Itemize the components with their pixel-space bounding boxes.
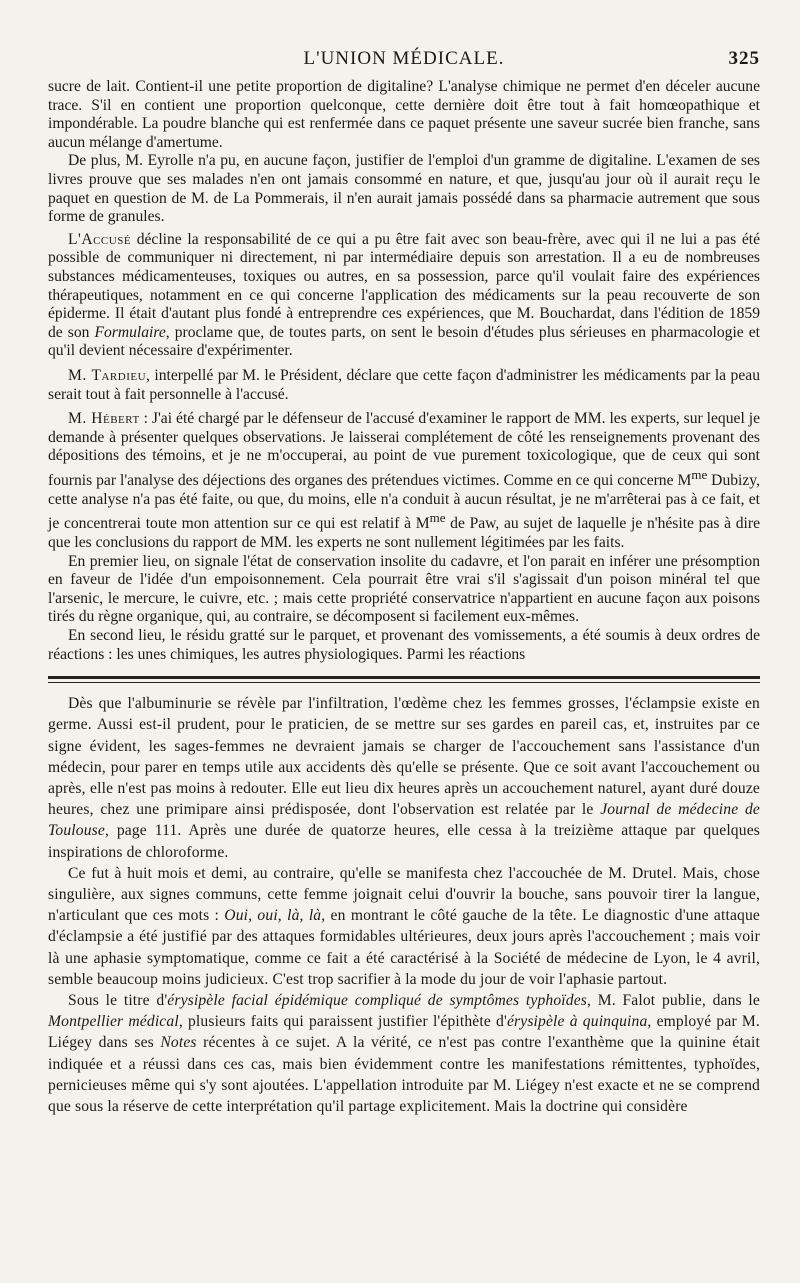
hebert-sup-1: me: [691, 466, 708, 482]
erysipele-text-a: Sous le titre d': [68, 992, 168, 1010]
feuilleton-column: [48, 693, 760, 1117]
hebert-text-b: Dubizy, cette analyse n'a pas été faite, ou que, du moins, elle n'a conduit à aucun résultat, je ne m'arrêterai pas à ce fait, et je concentrerai toute mon attention sur ce qui est relatif à M: [48, 472, 760, 533]
erysipele-text-b: , M. Falot publie, dans le: [587, 992, 760, 1010]
notes-title: Notes: [160, 1034, 197, 1052]
accuse-text-a: décline la responsabilité de ce qui a pu être fait avec son beau-frère, avec qui il ne lui a pas été possible de communiquer ni directement, ni par intermédiaire depuis son arrestation. Il a eu de nombreuses substances médicamenteuses, toxiques ou autres, en sa possession, parce qu'il voulait faire des expériences thérapeutiques, notamment en ce qui concerne l'application des médicaments sur la peau recouverte de son épiderme. Il était d'autant plus fondé à entreprendre ces expériences, que M. Bouchardat, dans l'édition de 1859 de son: [48, 230, 760, 341]
paragraph-second-lieu: En second lieu, le résidu gratté sur le parquet, et provenant des vomissements, a été soumis à deux ordres de réactions : les unes chimiques, les autres physiologiques. Parmi les réactions: [48, 627, 760, 663]
hebert-sup-2: me: [429, 510, 446, 526]
albuminurie-text-b: , page 111. Après une durée de quatorze heures, elle cessa à la treizième attaque par quelques inspirations de chloroforme.: [48, 822, 760, 861]
speaker-tardieu: M. Tardieu: [68, 366, 147, 384]
paragraph-erysipele: [48, 990, 760, 1117]
erysipele-text-c: , plusieurs faits qui paraissent justifier l'épithète d': [178, 1013, 507, 1031]
journal-toulouse-title: Journal de médecine de Toulouse: [48, 801, 760, 840]
hebert-text-c: de Paw, au sujet de laquelle je n'hésite pas à dire que les conclusions du rapport de MM. les experts ne sont nullement légitimées par les faits.: [48, 515, 760, 552]
hebert-text-a: : J'ai été chargé par le défenseur de l'accusé d'examiner le rapport de MM. les experts, sur lequel je demande à présenter quelques observations. Je laisserai complétement de côté les renseignements provenant des dépositions des témoins, et je ne m'occuperai, au point de vue purement toxicologique, que de ceux qui sont fournis par l'analyse des déjections des organes des prétendues victimes. Comme en ce qui concerne M: [48, 410, 760, 490]
tardieu-text: , interpellé par M. le Président, déclare que cette façon d'administrer les médicaments par la peau serait tout à fait personnelle à l'accusé.: [48, 366, 760, 403]
feuilleton-divider: [48, 676, 760, 683]
drutel-quote: Oui, oui, là, là: [224, 907, 322, 925]
accuse-text-b: , proclame que, de toutes parts, on sent le besoin d'études plus sérieuses en pharmacologie et qu'il devient nécessaire d'expérimenter.: [48, 323, 760, 360]
page-number: 325: [728, 48, 760, 69]
paragraph-hebert: [48, 410, 760, 553]
drutel-text-a: Ce fut à huit mois et demi, au contraire, qu'elle se manifesta chez l'accouchée de M. Drutel. Mais, chose singulière, aux signes communs, cette femme joignait celui d'ouvrir la bouche, sans pouvoir tirer la langue, n'articulant que ces mots :: [48, 864, 760, 925]
erysipele-text-d: , employé par M. Liégey dans ses: [48, 1013, 760, 1052]
drutel-text-b: , en montrant le côté gauche de la tête. Le diagnostic d'une attaque d'éclampsie a été justifié par des attaques formidables ultérieures, deux jours après l'accouchement ; mais voir là une aphasie symptomatique, comme ce fait a été caractérisé à la Société de médecine de Lyon, le 4 avril, semble beaucoup moins judicieux. C'est trop sacrifier à la mode du jour de voir l'aphasie partout.: [48, 907, 760, 988]
paragraph-tardieu: [48, 367, 760, 404]
main-column: [48, 78, 760, 664]
erysipele-text-e: récentes à ce sujet. A la vérité, ce n'est pas contre l'exanthème que la quinine était indiquée et a réussi dans ces cas, mais bien évidemment contre les manifestations rémittentes, typhoïdes, pernicieuses même qui s'y sont ajoutées. L'appellation introduite par M. Liégey n'est exacte et ne se comprend que sous la réserve de cette interprétation qu'il partage explicitement. Mais la doctrine qui considère: [48, 1034, 760, 1116]
speaker-accuse: L'Accusé: [68, 230, 132, 248]
running-head: [48, 48, 760, 78]
paragraph-eyrolle: De plus, M. Eyrolle n'a pu, en aucune façon, justifier de l'emploi d'un gramme de digitaline. L'examen de ses livres prouve que ses malades n'en ont jamais consommé en nature, et que, jusqu'au jour où il aurait reçu le paquet en question de M. de La Pommerais, il n'en aurait jamais possédé dans sa pharmacie autrement que sous forme de granules.: [48, 152, 760, 226]
paragraph-accuse: [48, 231, 760, 361]
paragraph-digitaline-analysis: sucre de lait. Contient-il une petite proportion de digitaline? L'analyse chimique ne permet d'en déceler aucune trace. S'il en contient une proportion quelconque, cette dernière doit être tout à fait homœopathique et impondérable. La poudre blanche qui est renfermée dans ce paquet présente une saveur sucrée bien franche, sans aucun mélange d'amertume.: [48, 78, 760, 151]
formulaire-title: Formulaire: [94, 323, 166, 341]
journal-title: L'UNION MÉDICALE.: [303, 48, 505, 69]
paragraph-albuminurie: [48, 693, 760, 863]
erysipele-quinquina: érysipèle à quinquina: [506, 1013, 648, 1031]
paragraph-premier-lieu: En premier lieu, on signale l'état de conservation insolite du cadavre, et l'on parait en inférer une présomption en faveur de l'idée d'un empoisonnement. Cela pourrait être vrai s'il s'agissait d'un poison minéral tel que l'arsenic, le mercure, le cuivre, etc. ; mais cette propriété conservatrice n'appartient en aucune façon aux poisons tirés du règne organique, qui, au contraire, se décomposent si facilement eux-mêmes.: [48, 552, 760, 626]
erysipele-title: érysipèle facial épidémique compliqué de symptômes typhoïdes: [167, 992, 588, 1010]
albuminurie-text-a: Dès que l'albuminurie se révèle par l'infiltration, l'œdème chez les femmes grosses, l'éclampsie existe en germe. Aussi est-il prudent, pour le praticien, de se mettre sur ses gardes en pareil cas, et, instruites par ce signe évident, les sages-femmes ne devraient jamais se charger de l'accouchement sans l'assistance d'un médecin, pour parer en temps utile aux accidents dès qu'elle se présente. Que ce soit avant l'accouchement ou après, elle n'est pas moins à redouter. Elle eut lieu dix heures après un accouchement naturel, ayant duré douze heures, chez une primipare ainsi prédisposée, dont l'observation est relatée par le: [48, 695, 760, 819]
paragraph-drutel: [48, 863, 760, 990]
speaker-hebert: M. Hébert: [68, 410, 140, 428]
montpellier-title: Montpellier médical: [48, 1013, 179, 1031]
